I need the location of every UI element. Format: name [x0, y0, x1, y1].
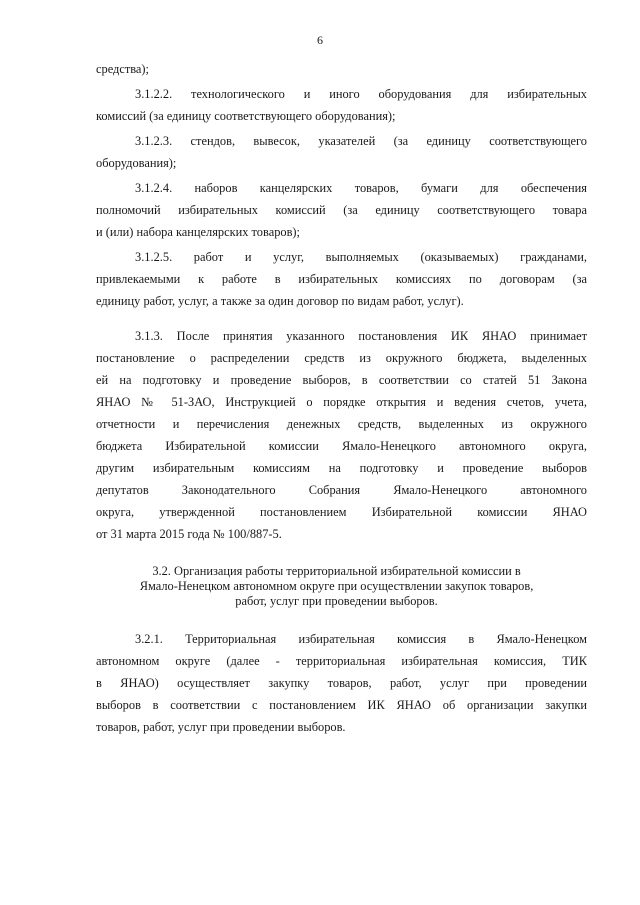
paragraph-3-1-2-5	[96, 246, 587, 312]
text-line: отчетности и перечисления денежных средств, выделенных из окружного	[96, 417, 587, 431]
paragraph-3-1-2-4	[96, 177, 587, 243]
text-line: оборудования);	[96, 156, 177, 170]
text-line: от 31 марта 2015 года № 100/887-5.	[96, 527, 282, 541]
text-line: 3.1.2.2. технологического и иного оборудования для избирательных	[135, 87, 587, 101]
text-line: 3.1.3. После принятия указанного постановления ИК ЯНАО принимает	[135, 329, 587, 343]
text-line: 3.1.2.4. наборов канцелярских товаров, бумаги для обеспечения	[135, 181, 587, 195]
text-line: 3.1.2.3. стендов, вывесок, указателей (за единицу соответствующего	[135, 134, 587, 148]
text-line: округа, утвержденной постановлением Избирательной комиссии ЯНАО	[96, 505, 587, 519]
text-line: постановление о распределении средств из окружного бюджета, выделенных	[96, 351, 587, 365]
page-number: 6	[317, 33, 323, 47]
text-line: другим избирательным комиссиям на подготовку и проведение выборов	[96, 461, 587, 475]
heading-line: работ, услуг при проведении выборов.	[235, 594, 438, 608]
paragraph-3-1-2-2	[96, 83, 587, 127]
heading-line: 3.2. Организация работы территориальной избирательной комиссии в	[152, 564, 521, 578]
heading-line: Ямало-Ненецком автономном округе при осуществлении закупок товаров,	[139, 579, 534, 593]
text-line: единицу работ, услуг, а также за один договор по видам работ, услуг).	[96, 294, 464, 308]
text-line: комиссий (за единицу соответствующего оборудования);	[96, 109, 396, 123]
text-line: депутатов Законодательного Собрания Ямало-Ненецкого автономного	[96, 483, 587, 497]
paragraph-3-2-1	[96, 628, 587, 738]
text-line: 3.2.1. Территориальная избирательная комиссия в Ямало-Ненецком	[135, 632, 587, 646]
text-line: ей на подготовку и проведение выборов, в соответствии со статей 51 Закона	[96, 373, 587, 387]
text-line: бюджета Избирательной комиссии Ямало-Ненецкого автономного округа,	[96, 439, 587, 453]
text-line: средства);	[96, 62, 150, 76]
text-line: полномочий избирательных комиссий (за единицу соответствующего товара	[96, 203, 587, 217]
text-line: 3.1.2.5. работ и услуг, выполняемых (оказываемых) гражданами,	[135, 250, 587, 264]
section-heading-3-2	[96, 564, 587, 609]
paragraph-3-1-2-3	[96, 130, 587, 174]
text-line: в ЯНАО) осуществляет закупку товаров, работ, услуг при проведении	[96, 676, 587, 690]
text-line: выборов в соответствии с постановлением ИК ЯНАО об организации закупки	[96, 698, 587, 712]
text-line: привлекаемыми к работе в избирательных комиссиях по договорам (за	[96, 272, 587, 286]
text-line: автономном округе (далее - территориальная избирательная комиссия, ТИК	[96, 654, 587, 668]
text-line: ЯНАО № 51-ЗАО, Инструкцией о порядке открытия и ведения счетов, учета,	[96, 395, 587, 409]
text-line: товаров, работ, услуг при проведении выборов.	[96, 720, 346, 734]
paragraph-continuation	[96, 58, 587, 80]
paragraph-3-1-3	[96, 325, 587, 545]
text-line: и (или) набора канцелярских товаров);	[96, 225, 301, 239]
document-body	[96, 58, 587, 738]
